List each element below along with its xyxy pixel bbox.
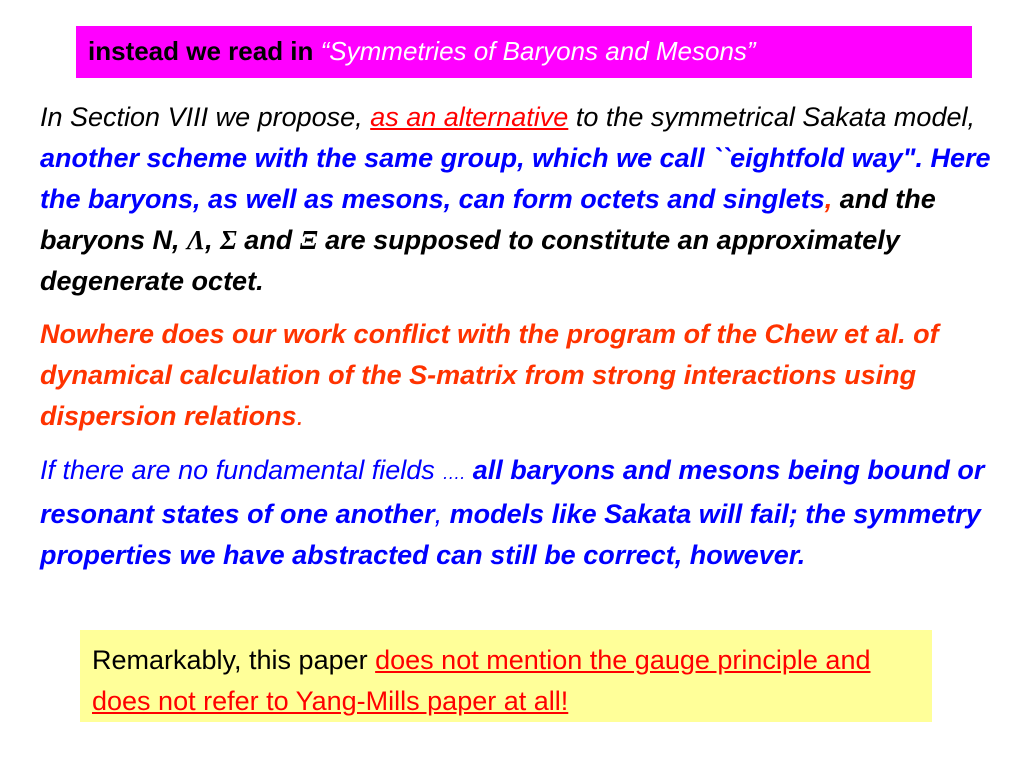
paragraph-eightfold-way [40, 97, 1010, 302]
title-prefix: instead we read in [88, 36, 321, 66]
xi-symbol: Ξ [299, 225, 318, 255]
p1-scheme: another scheme with the same group, which we call ``eightfold way". Here the baryons, as well as mesons, can form octets and singlets [40, 143, 991, 214]
p1-and: and [236, 225, 300, 255]
p2-period: . [296, 401, 305, 431]
paragraph-chew-program [40, 314, 1010, 437]
p1-comma: , [824, 184, 833, 214]
paragraph-fundamental-fields [40, 450, 1010, 576]
p1-alternative: as an alternative [370, 102, 569, 132]
lambda-symbol: Λ [187, 225, 206, 255]
note-prefix: Remarkably, this paper [92, 645, 376, 675]
p2-text: Nowhere does our work conflict with the program of the Chew et al. of dynamical calculation of the S-matrix from strong interactions using dispersion relations [40, 319, 939, 431]
title-banner [76, 26, 972, 78]
p3-comma: , [434, 499, 450, 529]
p3-ellipsis: …. [442, 463, 466, 483]
p1-sep: , [205, 225, 221, 255]
p3-start: If there are no fundamental fields [40, 455, 443, 485]
note-highlight: does not mention the gauge principle and does not refer to Yang-Mills paper at all! [92, 645, 871, 716]
p1-and-baryons: and the baryons N, [40, 184, 936, 255]
p1-end: are supposed to constitute an approximately degenerate octet. [40, 225, 900, 296]
sigma-symbol: Σ [220, 225, 237, 255]
p1-intro: In Section VIII we propose, [40, 102, 371, 132]
p3-bold1: all baryons and mesons being bound or resonant states of one another [40, 455, 985, 529]
p1-mid: to the symmetrical Sakata model, [568, 102, 975, 132]
p3-bold2: models like Sakata will fail; the symmetry properties we have abstracted can still be correct, however. [40, 499, 981, 570]
remark-note-box [80, 630, 932, 722]
title-paper-name: “Symmetries of Baryons and Mesons” [320, 36, 756, 66]
